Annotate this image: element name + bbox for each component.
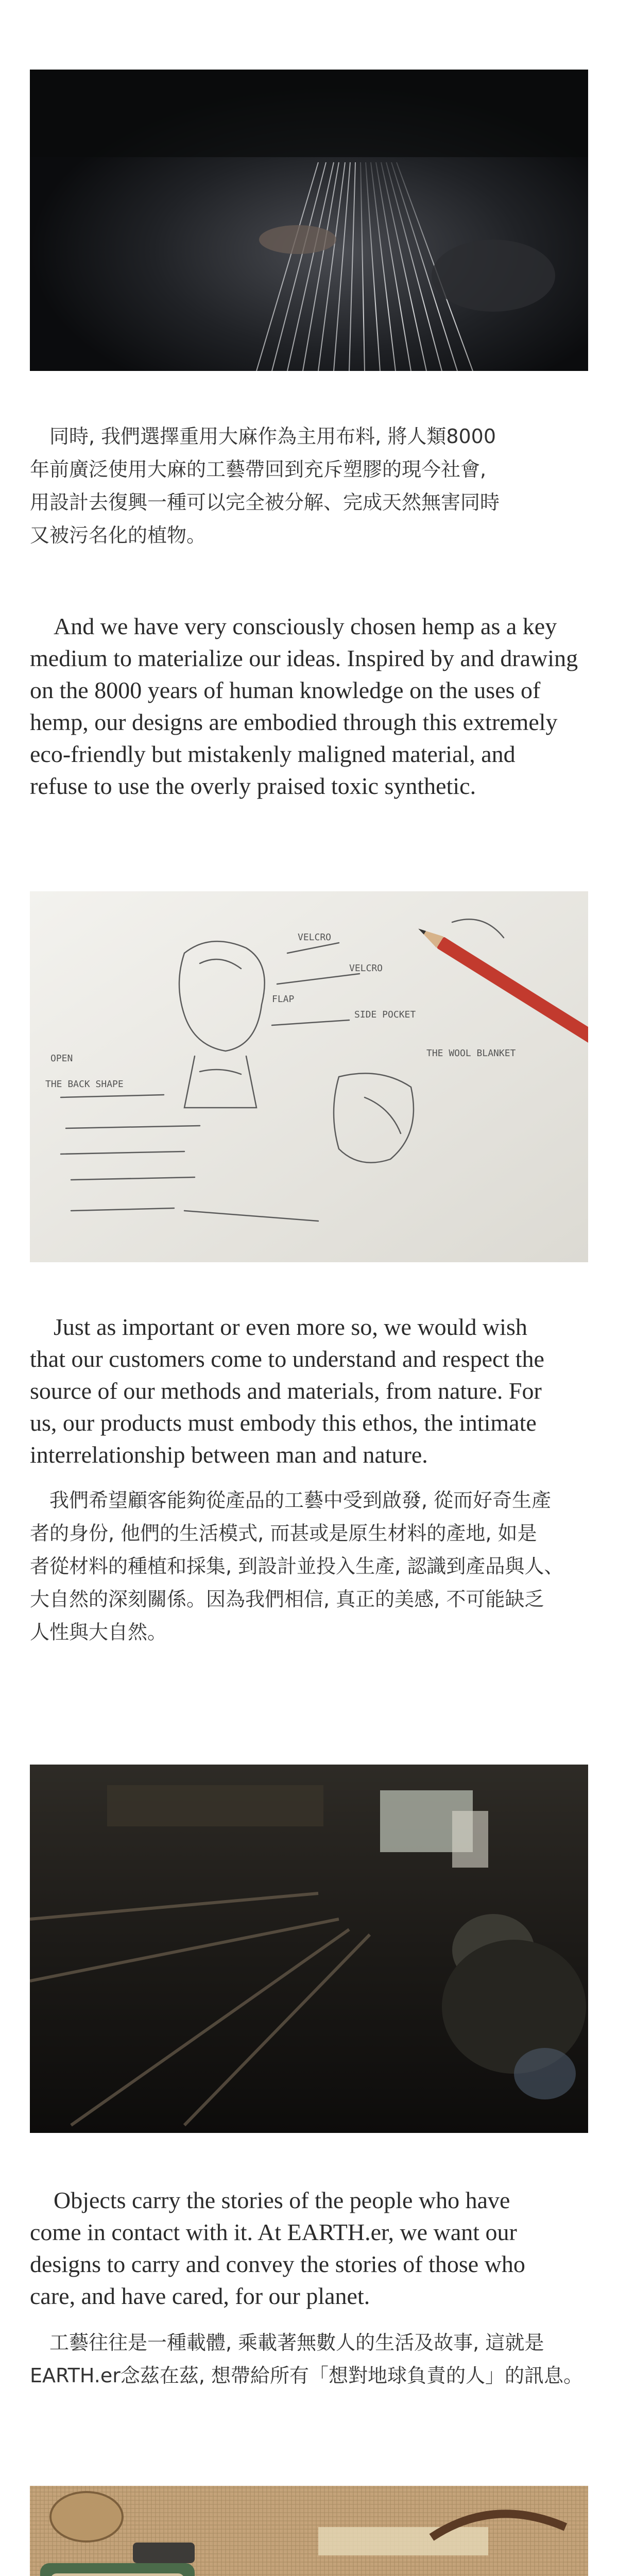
paragraph-zh-hemp: 同時, 我們選擇重用大麻作為主用布料, 將人類8000 年前廣泛使用大麻的工藝帶回到充斥塑膠的現今社會, 用設計去復興一種可以完全被分解、完成天然無害同時 又被污名化的植物。 [30, 425, 500, 547]
sketch-note-back-shape: THE BACK SHAPE [45, 1079, 124, 1090]
photo-workshop [30, 1765, 588, 2133]
sketch-note-flap: FLAP [272, 994, 295, 1005]
sketch-note-velcro-2: VELCRO [349, 963, 383, 974]
photo-product-flatlay [30, 2486, 588, 2576]
paragraph-en-customers: Just as important or even more so, we would wish that our customers come to understand and respect the source of our methods and materials, from nature. For us, our products must embody this ethos, the intimate interrelationship between man and nature. [30, 1314, 544, 1468]
photo-weaving-threads [30, 70, 588, 371]
paragraph-zh-customers: 我們希望顧客能夠從產品的工藝中受到啟發, 從而好奇生產 者的身份, 他們的生活模式, 而甚或是原生材料的產地, 如是 者從材料的種植和採集, 到設計並投入生產, 認識到產品與人、 大自然的深刻關係。因為我們相信, 真正的美感, 不可能缺乏 人性與大自然。 [30, 1489, 564, 1643]
paragraph-en-hemp: And we have very consciously chosen hemp as a key medium to materialize our ideas. Inspired by and drawing on the 8000 years of human knowledge on the uses of hemp, our designs are embodied through this extremely eco-friendly but mistakenly maligned material, and refuse to use the overly praised toxic synthetic. [30, 613, 578, 799]
sketch-note-wool-blanket: THE WOOL BLANKET [426, 1048, 516, 1059]
sketch-note-velcro: VELCRO [298, 932, 332, 943]
paragraph-en-stories: Objects carry the stories of the people who have come in contact with it. At EARTH.er, we want our designs to carry and convey the stories of those who care, and have cared, for our planet. [30, 2187, 525, 2309]
photo-design-sketch [30, 891, 588, 1262]
sketch-note-open: OPEN [50, 1053, 73, 1064]
paragraph-zh-stories: 工藝往往是一種載體, 乘載著無數人的生活及故事, 這就是 EARTH.er念茲在茲, 想帶給所有「想對地球負責的人」的訊息。 [30, 2331, 583, 2387]
sketch-note-side-pocket: SIDE POCKET [354, 1009, 416, 1020]
